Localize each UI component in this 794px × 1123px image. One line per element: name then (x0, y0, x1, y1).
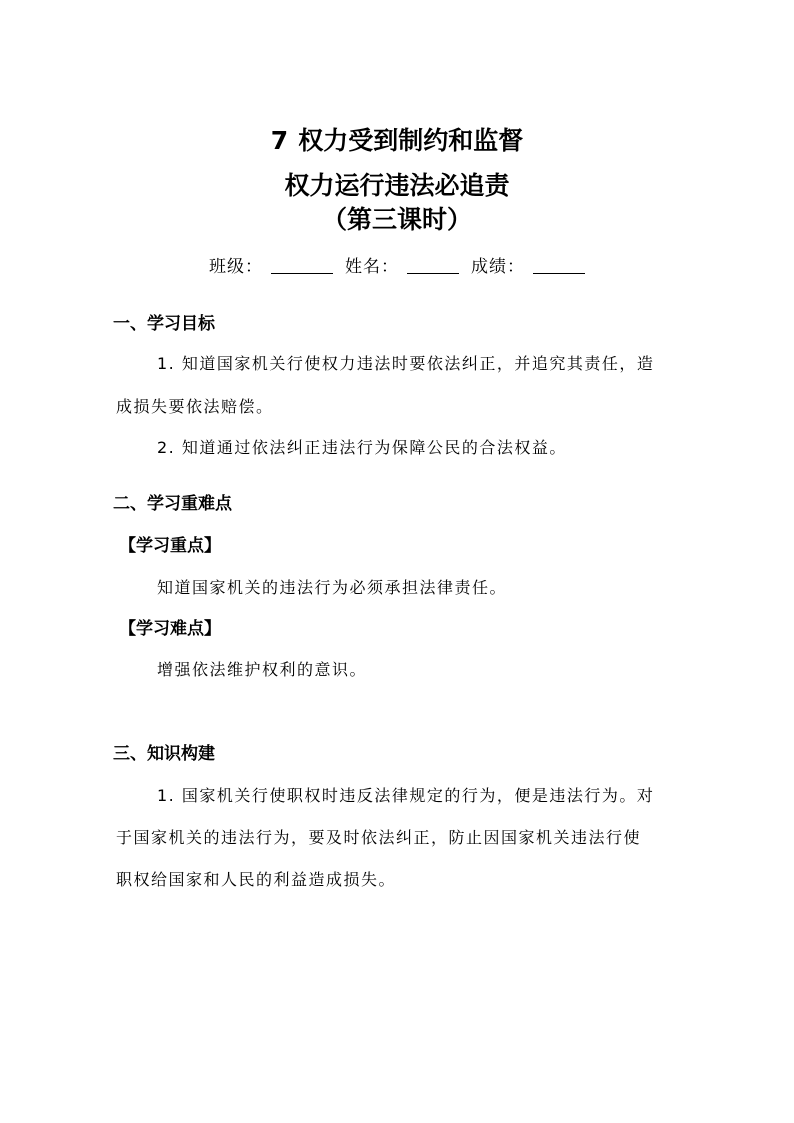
lesson-period: （第三课时） (321, 205, 472, 234)
student-info-line (0, 256, 794, 278)
knowledge-item-1-line-2: 于国家机关的违法行为，要及时依法纠正，防止因国家机关违法行使 (116, 828, 642, 847)
knowledge-item-1-line-1: 1. 国家机关行使职权时违反法律规定的行为，便是违法行为。对 (157, 786, 655, 805)
score-label: 成绩： (471, 257, 525, 277)
objective-item-2: 2. 知道通过依法纠正违法行为保障公民的合法权益。 (157, 438, 567, 457)
lesson-title (0, 126, 794, 156)
lesson-subtitle: 权力运行违法必追责 (284, 171, 510, 200)
objectives-heading: 一、学习目标 (113, 314, 215, 334)
class-label: 班级： (209, 257, 263, 277)
lesson-title-text: 权力受到制约和监督 (298, 126, 524, 155)
knowledge-heading: 三、知识构建 (113, 744, 215, 764)
name-blank[interactable] (407, 257, 459, 274)
objective-item-1-line-1: 1. 知道国家机关行使权力违法时要依法纠正，并追究其责任，造 (157, 354, 655, 373)
objective-item-1-line-2: 成损失要依法赔偿。 (116, 397, 274, 416)
class-blank[interactable] (271, 257, 333, 274)
key-points-heading: 二、学习重难点 (113, 494, 232, 514)
focus-label: 【学习重点】 (119, 536, 221, 556)
focus-text: 知道国家机关的违法行为必须承担法律责任。 (157, 578, 508, 597)
score-blank[interactable] (533, 257, 585, 274)
name-label: 姓名： (345, 257, 399, 277)
difficulty-text: 增强依法维护权利的意识。 (157, 660, 368, 679)
knowledge-item-1-line-3: 职权给国家和人民的利益造成损失。 (116, 870, 397, 889)
lesson-number: 7 (270, 126, 289, 155)
difficulty-label: 【学习难点】 (119, 619, 221, 639)
